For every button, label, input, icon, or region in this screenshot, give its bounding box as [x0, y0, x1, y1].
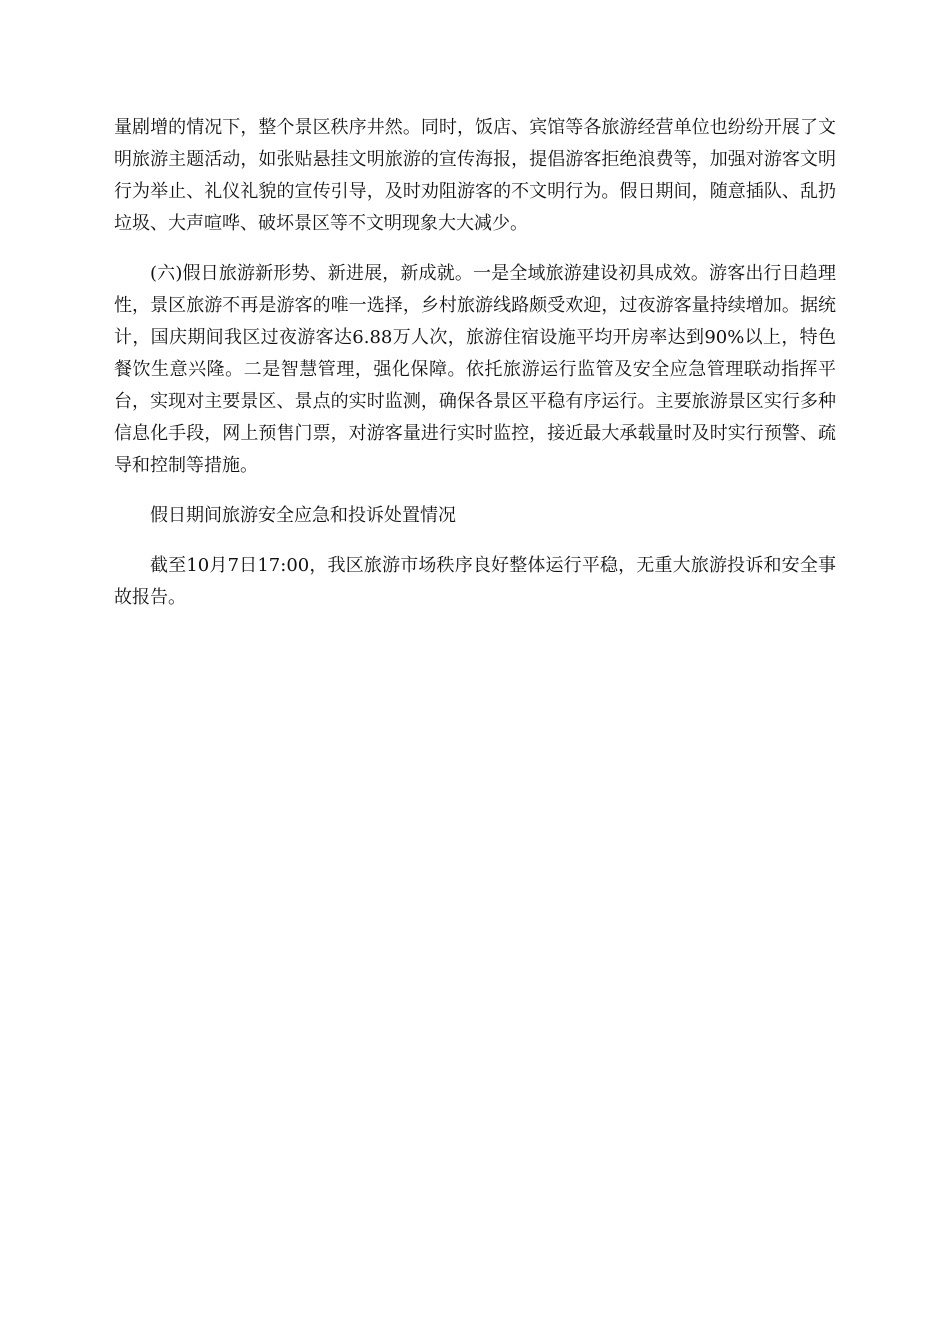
section-heading-safety-complaints: 假日期间旅游安全应急和投诉处置情况	[150, 505, 456, 526]
paragraph-safety-report: 截至10月7日17:00，我区旅游市场秩序良好整体运行平稳，无重大旅游投诉和安全事故报告。	[114, 555, 836, 608]
paragraph-civilized-tourism: 量剧增的情况下，整个景区秩序井然。同时，饭店、宾馆等各旅游经营单位也纷纷开展了文明旅游主题活动，如张贴悬挂文明旅游的宣传海报，提倡游客拒绝浪费等，加强对游客文明行为举止、礼仪礼貌的宣传引导，及时劝阻游客的不文明行为。假日期间，随意插队、乱扔垃圾、大声喧哗、破坏景区等不文明现象大大减少。	[114, 117, 836, 234]
paragraph-new-progress: (六)假日旅游新形势、新进展，新成就。一是全域旅游建设初具成效。游客出行日趋理性，景区旅游不再是游客的唯一选择，乡村旅游线路颇受欢迎，过夜游客量持续增加。据统计，国庆期间我区过夜游客达6.88万人次，旅游住宿设施平均开房率达到90%以上，特色餐饮生意兴隆。二是智慧管理，强化保障。依托旅游运行监管及安全应急管理联动指挥平台，实现对主要景区、景点的实时监测，确保各景区平稳有序运行。主要旅游景区实行多种信息化手段，网上预售门票，对游客量进行实时监控，接近最大承载量时及时实行预警、疏导和控制等措施。	[114, 263, 836, 476]
document-body	[114, 112, 836, 614]
